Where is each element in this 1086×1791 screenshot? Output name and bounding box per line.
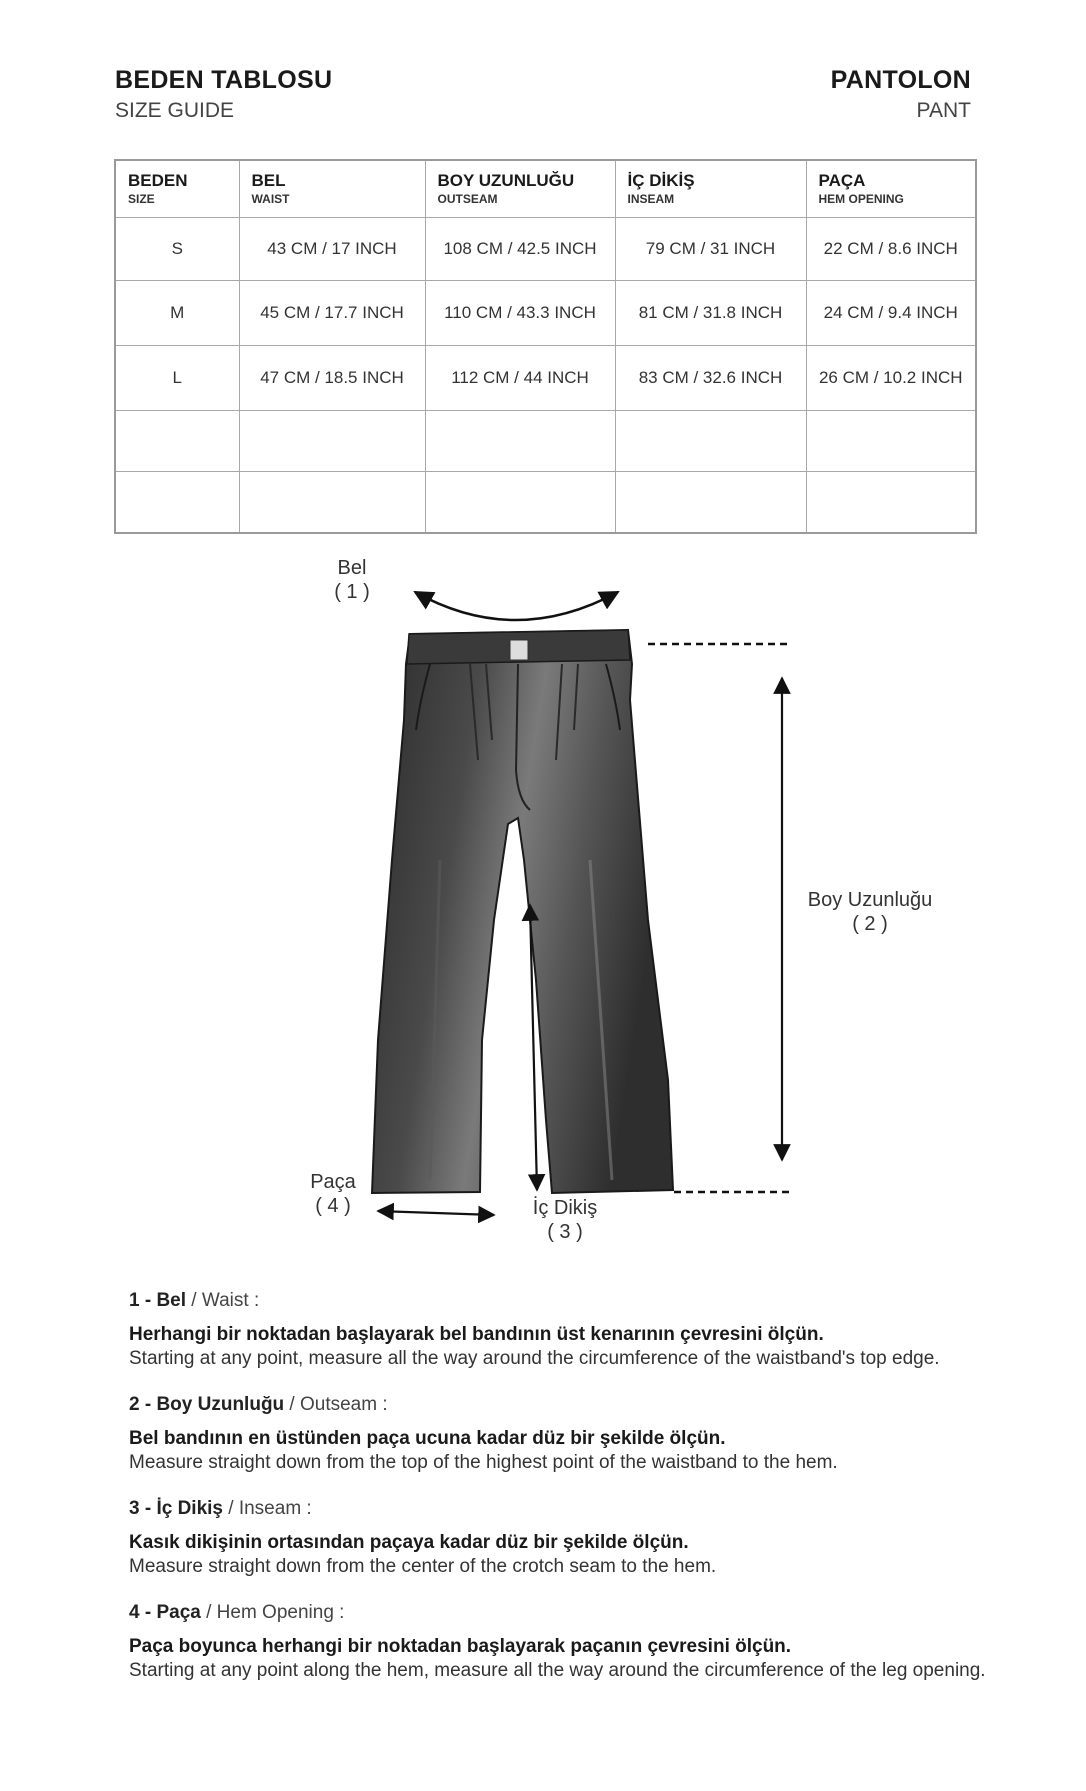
waist-arrow <box>415 592 618 620</box>
table-cell: 110 CM / 43.3 INCH <box>425 281 615 346</box>
instruction-heading <box>129 1601 1009 1625</box>
hem-label-text: Paça <box>310 1171 356 1193</box>
instruction-number: 1 - <box>129 1290 157 1311</box>
instruction-english-text: Starting at any point, measure all the way around the circumference of the waistband's top edge. <box>129 1348 940 1369</box>
table-subtitle: SIZE GUIDE <box>115 99 235 122</box>
table-row <box>115 281 976 346</box>
instruction-hem-opening <box>129 1601 1009 1683</box>
instruction-heading <box>129 1289 1009 1313</box>
hem-arrow <box>378 1211 494 1215</box>
table-cell: 24 CM / 9.4 INCH <box>806 281 976 346</box>
instruction-english-title: / Inseam : <box>223 1498 312 1519</box>
waist-label-number: ( 1 ) <box>334 581 370 603</box>
product-title: PANTOLON <box>830 66 971 94</box>
table-cell: 81 CM / 31.8 INCH <box>615 281 806 346</box>
table-cell <box>115 472 239 534</box>
table-cell <box>615 411 806 472</box>
inseam-label-number: ( 3 ) <box>547 1221 583 1243</box>
instruction-number: 3 - <box>129 1498 157 1519</box>
header-right <box>831 64 971 126</box>
table-cell: 108 CM / 42.5 INCH <box>425 218 615 281</box>
table-row <box>115 218 976 281</box>
table-cell <box>115 411 239 472</box>
instruction-english-title: / Waist : <box>186 1290 260 1311</box>
measurement-instructions <box>129 1289 1009 1705</box>
table-cell: 47 CM / 18.5 INCH <box>239 346 425 411</box>
table-header-row <box>115 160 976 218</box>
column-header-label: BEDEN <box>128 171 188 190</box>
table-cell: 79 CM / 31 INCH <box>615 218 806 281</box>
instruction-english-text: Starting at any point along the hem, measure all the way around the circumference of the leg opening. <box>129 1660 986 1681</box>
instruction-title: Bel <box>156 1290 187 1311</box>
instruction-english-title: / Outseam : <box>284 1394 388 1415</box>
waist-label <box>322 556 382 604</box>
instruction-english-text: Measure straight down from the center of the crotch seam to the hem. <box>129 1556 717 1577</box>
outseam-label-text: Boy Uzunluğu <box>807 889 933 911</box>
column-header-hem-opening <box>806 160 976 218</box>
table-cell: 43 CM / 17 INCH <box>239 218 425 281</box>
instruction-title: İç Dikiş <box>156 1498 223 1519</box>
table-cell: 112 CM / 44 INCH <box>425 346 615 411</box>
column-header-sublabel: SIZE <box>128 192 155 206</box>
instruction-number: 4 - <box>129 1602 157 1623</box>
column-header-sublabel: INSEAM <box>627 192 675 206</box>
table-title: BEDEN TABLOSU <box>115 66 333 94</box>
table-row <box>115 411 976 472</box>
column-header-sublabel: WAIST <box>251 192 290 206</box>
product-subtitle: PANT <box>916 99 971 122</box>
table-cell <box>239 411 425 472</box>
outseam-label <box>790 888 950 936</box>
table-cell: S <box>115 218 239 281</box>
table-row <box>115 346 976 411</box>
instruction-inseam <box>129 1497 1009 1579</box>
instruction-turkish-text: Bel bandının en üstünden paça ucuna kadar düz bir şekilde ölçün. <box>129 1428 726 1449</box>
measurement-diagram <box>0 557 1086 1260</box>
table-row <box>115 472 976 534</box>
instruction-title: Boy Uzunluğu <box>156 1394 285 1415</box>
instruction-heading <box>129 1393 1009 1417</box>
size-table <box>114 159 977 534</box>
instruction-title: Paça <box>156 1602 201 1623</box>
column-header-size <box>115 160 239 218</box>
table-cell <box>425 411 615 472</box>
instruction-turkish-text: Herhangi bir noktadan başlayarak bel bandının üst kenarının çevresini ölçün. <box>129 1324 824 1345</box>
column-header-outseam <box>425 160 615 218</box>
hem-label <box>298 1170 368 1218</box>
table-cell <box>425 472 615 534</box>
instruction-english-text: Measure straight down from the top of the highest point of the waistband to the hem. <box>129 1452 838 1473</box>
instruction-outseam <box>129 1393 1009 1475</box>
pants-shape <box>372 630 673 1193</box>
column-header-label: İÇ DİKİŞ <box>627 171 695 190</box>
instruction-turkish-text: Kasık dikişinin ortasından paçaya kadar düz bir şekilde ölçün. <box>129 1532 689 1553</box>
instruction-number: 2 - <box>129 1394 157 1415</box>
table-cell: 22 CM / 8.6 INCH <box>806 218 976 281</box>
table-cell <box>806 472 976 534</box>
table-cell <box>806 411 976 472</box>
hem-label-number: ( 4 ) <box>315 1195 351 1217</box>
table-cell: M <box>115 281 239 346</box>
column-header-sublabel: HEM OPENING <box>818 192 904 206</box>
instruction-english-title: / Hem Opening : <box>200 1602 345 1623</box>
table-cell: 26 CM / 10.2 INCH <box>806 346 976 411</box>
column-header-label: BOY UZUNLUĞU <box>437 171 575 190</box>
table-cell: 83 CM / 32.6 INCH <box>615 346 806 411</box>
waist-label-text: Bel <box>337 557 367 579</box>
table-cell <box>239 472 425 534</box>
instruction-turkish-text: Paça boyunca herhangi bir noktadan başlayarak paçanın çevresini ölçün. <box>129 1636 792 1657</box>
column-header-inseam <box>615 160 806 218</box>
table-cell: L <box>115 346 239 411</box>
inseam-label <box>520 1196 610 1244</box>
column-header-label: PAÇA <box>818 171 866 190</box>
outseam-label-number: ( 2 ) <box>852 913 888 935</box>
table-cell: 45 CM / 17.7 INCH <box>239 281 425 346</box>
header-left <box>115 64 332 126</box>
instruction-waist <box>129 1289 1009 1371</box>
column-header-waist <box>239 160 425 218</box>
column-header-sublabel: OUTSEAM <box>437 192 498 206</box>
column-header-label: BEL <box>251 171 286 190</box>
table-cell <box>615 472 806 534</box>
instruction-heading <box>129 1497 1009 1521</box>
inseam-label-text: İç Dikiş <box>532 1197 598 1219</box>
